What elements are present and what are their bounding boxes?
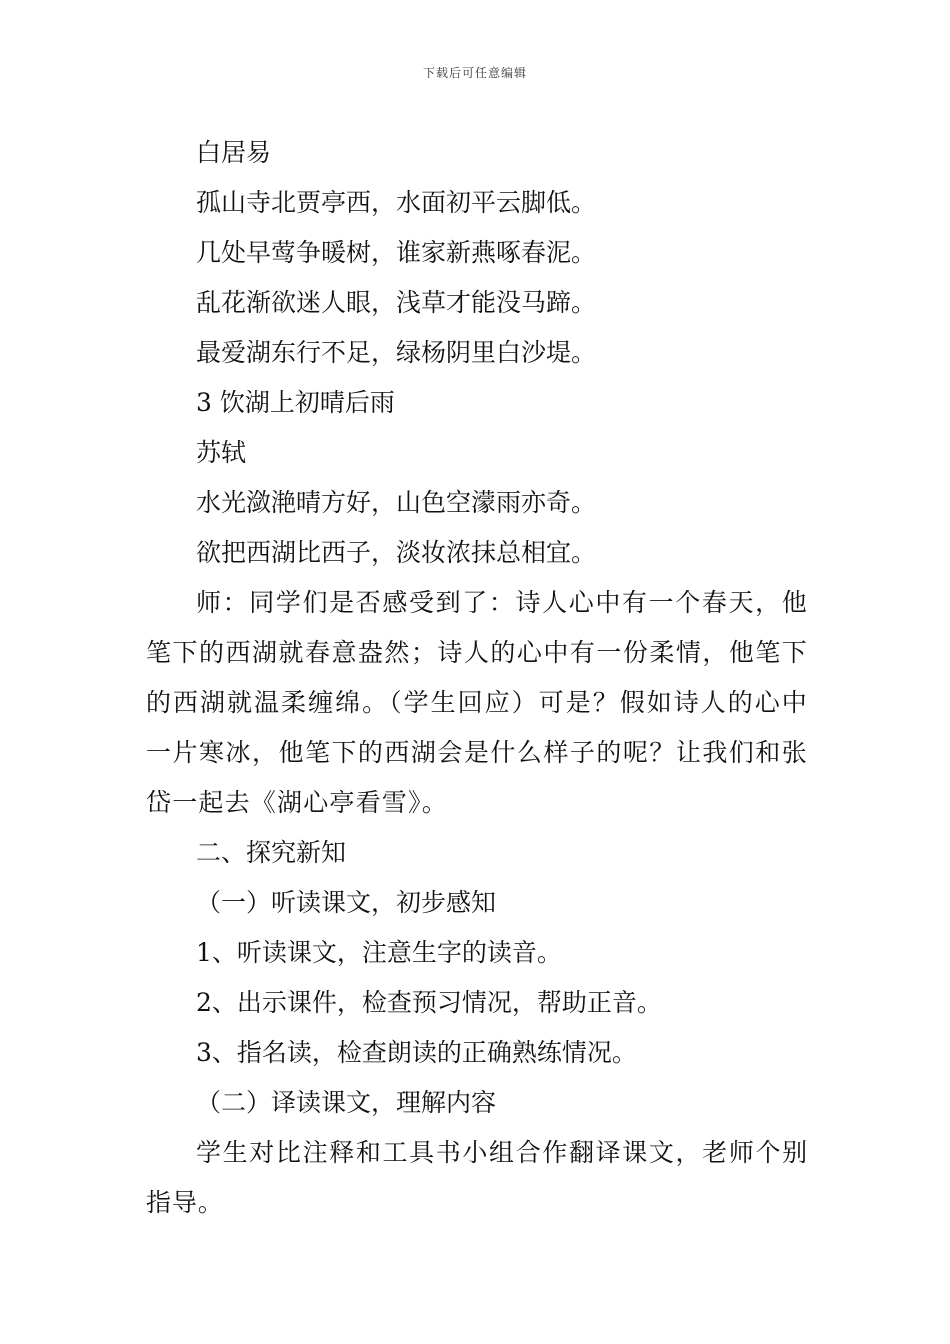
step-item: 2、出示课件，检查预习情况，帮助正音。 [196, 988, 662, 1017]
page-header: 下载后可任意编辑 [422, 66, 527, 80]
poem-line: 乱花渐欲迷人眼，浅草才能没马蹄。 [196, 288, 597, 317]
document-body [146, 128, 808, 1228]
subsection-heading: （二）译读课文，理解内容 [196, 1088, 497, 1117]
poem-line: 水光潋滟晴方好，山色空濛雨亦奇。 [196, 488, 597, 517]
section-heading: 二、探究新知 [196, 838, 347, 867]
step-item: 1、听读课文，注意生字的读音。 [196, 938, 562, 967]
poem-author-bai-juyi: 白居易 [196, 138, 272, 167]
poem-line: 几处早莺争暖树，谁家新燕啄春泥。 [196, 238, 597, 267]
poem-line: 最爱湖东行不足，绿杨阴里白沙堤。 [196, 338, 597, 367]
poem-line: 孤山寺北贾亭西，水面初平云脚低。 [196, 188, 597, 217]
teacher-paragraph: 师：同学们是否感受到了：诗人心中有一个春天，他笔下的西湖就春意盎然；诗人的心中有一份柔情，他笔下的西湖就温柔缠绵。（学生回应）可是？假如诗人的心中一片寒冰，他笔下的西湖会是什么样子的呢？让我们和张岱一起去《湖心亭看雪》。 [146, 588, 808, 817]
subsection-heading: （一）听读课文，初步感知 [196, 888, 497, 917]
poem-author-su-shi: 苏轼 [196, 438, 247, 467]
poem-line: 欲把西湖比西子，淡妆浓抹总相宜。 [196, 538, 597, 567]
final-paragraph: 学生对比注释和工具书小组合作翻译课文，老师个别指导。 [146, 1138, 808, 1217]
poem-title: 3 饮湖上初晴后雨 [196, 388, 395, 417]
step-item: 3、指名读，检查朗读的正确熟练情况。 [196, 1038, 637, 1067]
